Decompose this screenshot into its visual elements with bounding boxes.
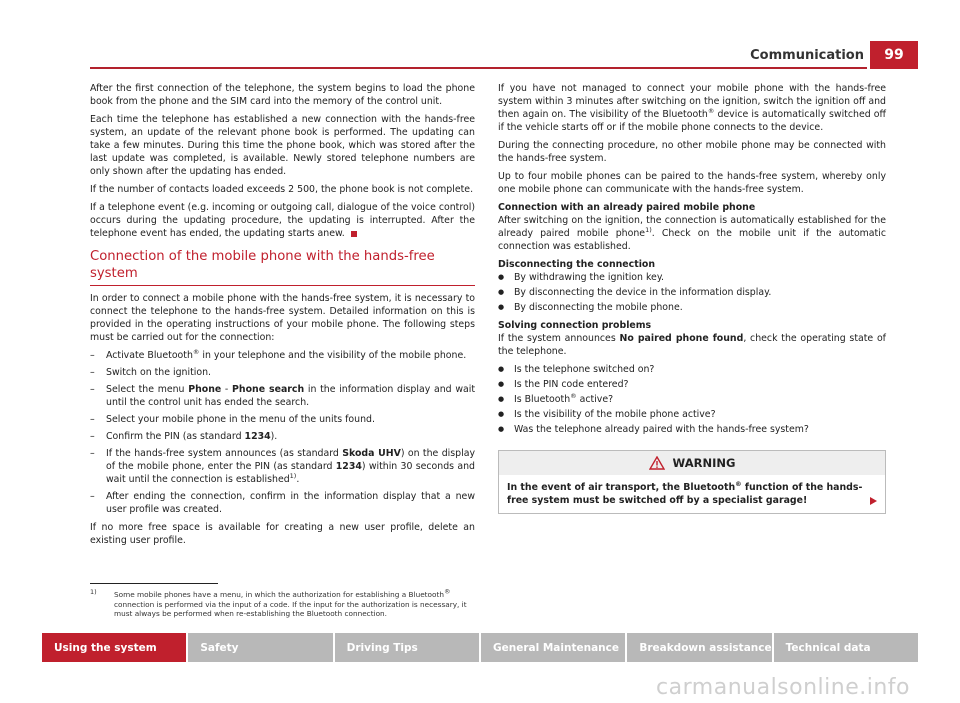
paragraph: In order to connect a mobile phone with the hands-free system, it is necessary to connect the telephone to the hands-free system. Detailed information on this is provided in the operating instructions of your mobile phone. The following steps must be carried out for the connection: [90, 293, 475, 343]
paragraph: Each time the telephone has established a new connection with the hands-free system, an update of the relevant phone book is performed. The updating can take a few minutes. During this time the phone book, which was stored after the last update was completed, is available. Newly stored telephone numbers are only shown after the updating has ended. [90, 114, 475, 177]
tab-using-the-system[interactable]: Using the system [42, 633, 186, 662]
paragraph: During the connecting procedure, no other mobile phone may be connected with the hands-free system. [498, 140, 886, 164]
paragraph: After the first connection of the telephone, the system begins to load the phone book from the phone and the SIM card into the memory of the control unit. [90, 83, 475, 107]
bullet-list [498, 363, 886, 436]
subheading: Disconnecting the connection [498, 259, 656, 270]
warning-header [499, 451, 885, 475]
footnote-ref: 1) [289, 471, 297, 480]
footnote-text: Some mobile phones have a menu, in which the authorization for establishing a Bluetooth® connection is performed via the input of a code. If the input for the authorization is necessary, it must always be performed when re-establishing the Bluetooth connection. [114, 587, 467, 618]
paragraph: If you have not managed to connect your mobile phone with the hands-free system within 3 minutes after switching on the ignition, switch the ignition off and then again on. The visibility of the Bluetooth® device is automatically switched off if the vehicle starts off or if the mobile phone connects to the device. [498, 83, 886, 133]
list-item: ● By disconnecting the device in the information display. [498, 286, 886, 299]
list-item: ● Was the telephone already paired with the hands-free system? [498, 423, 886, 436]
footnote [90, 587, 475, 619]
chapter-nav [42, 633, 918, 662]
warning-icon [649, 456, 665, 470]
right-column [498, 82, 886, 514]
warning-title: WARNING [672, 455, 736, 470]
list-item: ● By withdrawing the ignition key. [498, 271, 886, 284]
section-title: Communication [750, 48, 864, 63]
tab-safety[interactable]: Safety [188, 633, 332, 662]
paragraph: If no more free space is available for creating a new user profile, delete an existing user profile. [90, 522, 475, 546]
section-end-icon [351, 231, 357, 237]
footnote-ref: 1) [645, 225, 652, 234]
paragraph: If the number of contacts loaded exceeds 2 500, the phone book is not complete. [90, 184, 474, 195]
paragraph-text: If a telephone event (e.g. incoming or outgoing call, dialogue of the voice control) occurs during the updating procedure, the updating is interrupted. After the telephone event has ended, the updating starts anew. [90, 202, 475, 239]
step-list [90, 349, 475, 516]
bullet-list [498, 271, 886, 314]
paragraph: After switching on the ignition, the connection is automatically established for the already paired mobile phone$^{1)}$. Check on the mobile unit if the automatic connection was established. [498, 215, 886, 252]
list-item: – Confirm the PIN (as standard 1234). [90, 430, 475, 443]
list-item: ● Is Bluetooth® active? [498, 393, 886, 406]
footnote-rule [90, 583, 218, 584]
list-item: ● Is the visibility of the mobile phone active? [498, 408, 886, 421]
list-item: ● Is the telephone switched on? [498, 363, 886, 376]
tab-driving-tips[interactable]: Driving Tips [335, 633, 479, 662]
paragraph: If the system announces No paired phone found, check the operating state of the telephone. [498, 333, 886, 357]
list-item: – Activate Bluetooth® in your telephone and the visibility of the mobile phone. [90, 349, 475, 362]
list-item: – If the hands-free system announces (as standard Skoda UHV) on the display of the mobile phone, enter the PIN (as standard 1234) within 30 seconds and wait until the connection is established$^{1)}$. [90, 447, 475, 486]
tab-general-maintenance[interactable]: General Maintenance [481, 633, 625, 662]
paragraph [90, 201, 475, 240]
subheading: Connection with an already paired mobile phone [498, 202, 756, 213]
tab-technical-data[interactable]: Technical data [774, 633, 918, 662]
section-heading: Connection of the mobile phone with the hands-free system [90, 248, 475, 286]
header-rule [90, 67, 867, 69]
list-item: ● By disconnecting the mobile phone. [498, 301, 886, 314]
watermark: carmanualsonline.info [656, 675, 910, 700]
continue-arrow-icon [870, 497, 877, 505]
left-column [90, 82, 475, 552]
subheading: Solving connection problems [498, 320, 652, 331]
list-item: – Select your mobile phone in the menu of the units found. [90, 413, 475, 426]
list-item: ● Is the PIN code entered? [498, 378, 886, 391]
paragraph: Up to four mobile phones can be paired to the hands-free system, whereby only one mobile phone can communicate with the hands-free system. [498, 171, 886, 195]
list-item: – After ending the connection, confirm in the information display that a new user profile was created. [90, 490, 475, 516]
list-item: – Select the menu Phone - Phone search in the information display and wait until the control unit has ended the search. [90, 383, 475, 409]
page-number: 99 [870, 41, 918, 69]
warning-body: In the event of air transport, the Bluetooth® function of the hands-free system must be switched off by a specialist garage! [499, 475, 885, 513]
tab-breakdown-assistance[interactable]: Breakdown assistance [627, 633, 771, 662]
footnote-mark: 1) [90, 588, 97, 596]
list-item: – Switch on the ignition. [90, 366, 475, 379]
warning-box [498, 450, 886, 514]
